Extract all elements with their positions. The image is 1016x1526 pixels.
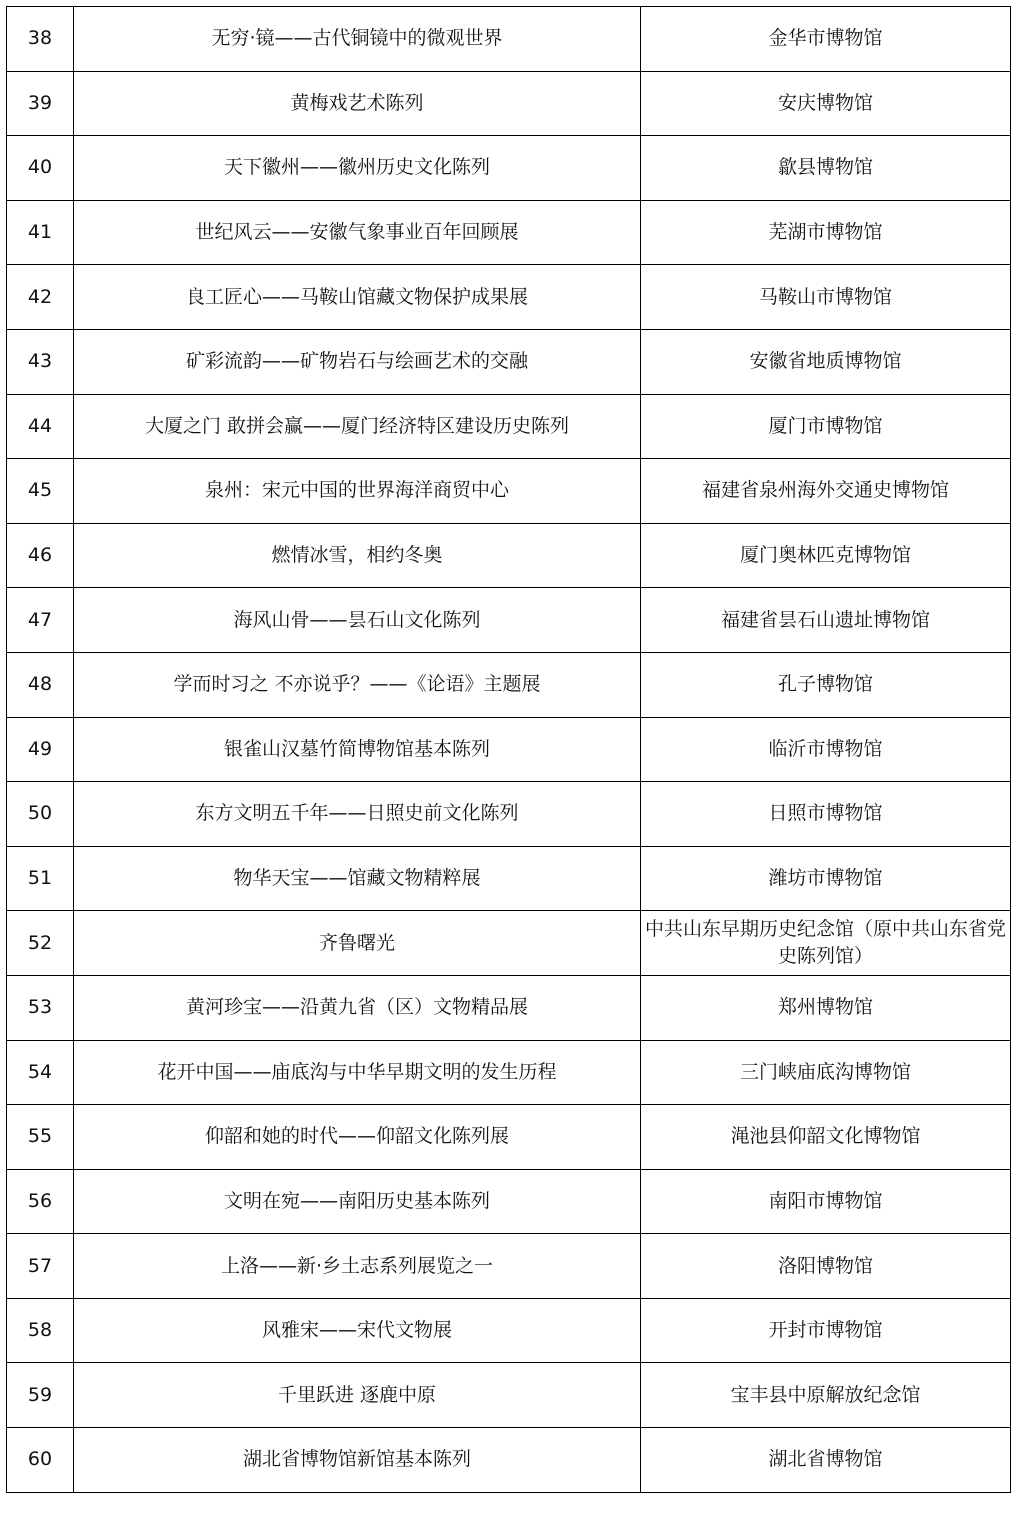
row-number-cell: 60 [7, 1428, 74, 1493]
exhibition-name-cell: 千里跃进 逐鹿中原 [74, 1363, 641, 1428]
row-number-cell: 56 [7, 1169, 74, 1234]
table-row [7, 1298, 1011, 1363]
table-row [7, 136, 1011, 201]
museum-name-cell: 中共山东早期历史纪念馆（原中共山东省党史陈列馆） [641, 911, 1011, 976]
table-row [7, 523, 1011, 588]
museum-name-cell: 开封市博物馆 [641, 1298, 1011, 1363]
museum-name-cell: 三门峡庙底沟博物馆 [641, 1040, 1011, 1105]
row-number-cell: 55 [7, 1105, 74, 1170]
table-row [7, 1363, 1011, 1428]
table-row [7, 1105, 1011, 1170]
row-number-cell: 51 [7, 846, 74, 911]
table-row [7, 975, 1011, 1040]
exhibition-name-cell: 花开中国——庙底沟与中华早期文明的发生历程 [74, 1040, 641, 1105]
table-row [7, 1040, 1011, 1105]
exhibition-name-cell: 黄河珍宝——沿黄九省（区）文物精品展 [74, 975, 641, 1040]
museum-name-cell: 孔子博物馆 [641, 652, 1011, 717]
exhibition-name-cell: 海风山骨——昙石山文化陈列 [74, 588, 641, 653]
row-number-cell: 49 [7, 717, 74, 782]
exhibition-name-cell: 东方文明五千年——日照史前文化陈列 [74, 782, 641, 847]
museum-name-cell: 芜湖市博物馆 [641, 200, 1011, 265]
row-number-cell: 58 [7, 1298, 74, 1363]
table-row [7, 1234, 1011, 1299]
table-row [7, 846, 1011, 911]
table-row [7, 1169, 1011, 1234]
row-number-cell: 39 [7, 71, 74, 136]
row-number-cell: 40 [7, 136, 74, 201]
table-row [7, 459, 1011, 524]
exhibition-name-cell: 风雅宋——宋代文物展 [74, 1298, 641, 1363]
table-row [7, 329, 1011, 394]
row-number-cell: 54 [7, 1040, 74, 1105]
museum-name-cell: 金华市博物馆 [641, 7, 1011, 72]
exhibition-list-page [6, 6, 1011, 1493]
table-row [7, 588, 1011, 653]
row-number-cell: 38 [7, 7, 74, 72]
row-number-cell: 48 [7, 652, 74, 717]
table-row [7, 200, 1011, 265]
table-row [7, 265, 1011, 330]
museum-name-cell: 湖北省博物馆 [641, 1428, 1011, 1493]
exhibition-name-cell: 黄梅戏艺术陈列 [74, 71, 641, 136]
row-number-cell: 57 [7, 1234, 74, 1299]
table-row [7, 911, 1011, 976]
exhibition-name-cell: 大厦之门 敢拼会赢——厦门经济特区建设历史陈列 [74, 394, 641, 459]
museum-name-cell: 南阳市博物馆 [641, 1169, 1011, 1234]
exhibition-name-cell: 物华天宝——馆藏文物精粹展 [74, 846, 641, 911]
exhibition-name-cell: 文明在宛——南阳历史基本陈列 [74, 1169, 641, 1234]
table-row [7, 652, 1011, 717]
row-number-cell: 42 [7, 265, 74, 330]
museum-name-cell: 厦门奥林匹克博物馆 [641, 523, 1011, 588]
exhibition-name-cell: 天下徽州——徽州历史文化陈列 [74, 136, 641, 201]
museum-name-cell: 日照市博物馆 [641, 782, 1011, 847]
exhibition-name-cell: 齐鲁曙光 [74, 911, 641, 976]
museum-name-cell: 安庆博物馆 [641, 71, 1011, 136]
table-row [7, 394, 1011, 459]
exhibition-name-cell: 上洛——新·乡土志系列展览之一 [74, 1234, 641, 1299]
exhibition-table [6, 6, 1011, 1493]
museum-name-cell: 福建省泉州海外交通史博物馆 [641, 459, 1011, 524]
museum-name-cell: 福建省昙石山遗址博物馆 [641, 588, 1011, 653]
row-number-cell: 47 [7, 588, 74, 653]
museum-name-cell: 歙县博物馆 [641, 136, 1011, 201]
row-number-cell: 45 [7, 459, 74, 524]
row-number-cell: 43 [7, 329, 74, 394]
exhibition-name-cell: 矿彩流韵——矿物岩石与绘画艺术的交融 [74, 329, 641, 394]
exhibition-name-cell: 无穷·镜——古代铜镜中的微观世界 [74, 7, 641, 72]
exhibition-name-cell: 学而时习之 不亦说乎？——《论语》主题展 [74, 652, 641, 717]
exhibition-name-cell: 仰韶和她的时代——仰韶文化陈列展 [74, 1105, 641, 1170]
museum-name-cell: 渑池县仰韶文化博物馆 [641, 1105, 1011, 1170]
museum-name-cell: 厦门市博物馆 [641, 394, 1011, 459]
museum-name-cell: 潍坊市博物馆 [641, 846, 1011, 911]
exhibition-name-cell: 湖北省博物馆新馆基本陈列 [74, 1428, 641, 1493]
museum-name-cell: 安徽省地质博物馆 [641, 329, 1011, 394]
table-row [7, 1428, 1011, 1493]
exhibition-name-cell: 泉州：宋元中国的世界海洋商贸中心 [74, 459, 641, 524]
exhibition-name-cell: 燃情冰雪，相约冬奥 [74, 523, 641, 588]
museum-name-cell: 宝丰县中原解放纪念馆 [641, 1363, 1011, 1428]
row-number-cell: 46 [7, 523, 74, 588]
exhibition-name-cell: 银雀山汉墓竹简博物馆基本陈列 [74, 717, 641, 782]
museum-name-cell: 临沂市博物馆 [641, 717, 1011, 782]
table-row [7, 71, 1011, 136]
row-number-cell: 41 [7, 200, 74, 265]
row-number-cell: 44 [7, 394, 74, 459]
museum-name-cell: 马鞍山市博物馆 [641, 265, 1011, 330]
row-number-cell: 52 [7, 911, 74, 976]
table-row [7, 717, 1011, 782]
exhibition-name-cell: 良工匠心——马鞍山馆藏文物保护成果展 [74, 265, 641, 330]
row-number-cell: 53 [7, 975, 74, 1040]
exhibition-name-cell: 世纪风云——安徽气象事业百年回顾展 [74, 200, 641, 265]
table-row [7, 782, 1011, 847]
row-number-cell: 50 [7, 782, 74, 847]
row-number-cell: 59 [7, 1363, 74, 1428]
museum-name-cell: 郑州博物馆 [641, 975, 1011, 1040]
museum-name-cell: 洛阳博物馆 [641, 1234, 1011, 1299]
table-row [7, 7, 1011, 72]
